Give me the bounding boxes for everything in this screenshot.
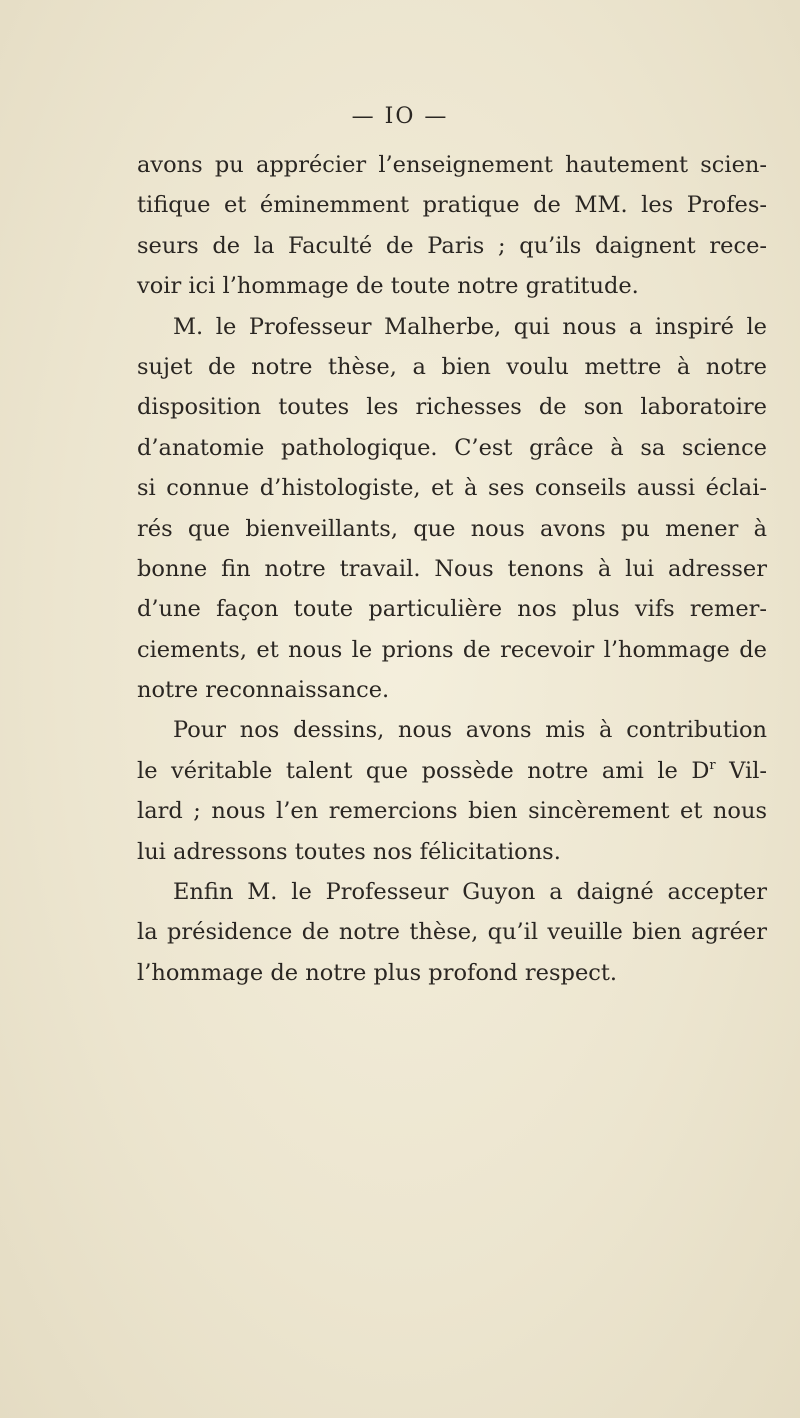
text-line: tifique et éminemment pratique de MM. les Profes-	[137, 192, 767, 219]
text-line: voir ici l’hommage de toute notre gratitude.	[137, 273, 639, 300]
text-line: d’une façon toute particulière nos plus vifs remer-	[137, 596, 767, 623]
text-line: ciements, et nous le prions de recevoir l’hommage de	[137, 636, 767, 663]
text-line: bonne fin notre travail. Nous tenons à lui adresser	[137, 555, 767, 582]
text-line: la présidence de notre thèse, qu’il veuille bien agréer	[137, 919, 767, 946]
superscript: r	[709, 757, 716, 773]
text-line: lard ; nous l’en remercions bien sincèrement et nous	[137, 798, 767, 825]
text-line: l’hommage de notre plus profond respect.	[137, 959, 618, 986]
page-number: — IO —	[351, 104, 449, 129]
text-line: sujet de notre thèse, a bien voulu mettre à notre	[137, 353, 767, 380]
text-segment: Vil-	[715, 757, 768, 784]
text-segment: le véritable talent que possède notre ami le D	[137, 757, 710, 784]
text-line: Pour nos dessins, nous avons mis à contribution	[173, 717, 767, 744]
body-text	[137, 145, 767, 993]
text-line: si connue d’histologiste, et à ses conseils aussi éclai-	[137, 475, 767, 502]
text-line: notre reconnaissance.	[137, 677, 390, 704]
text-line: rés que bienveillants, que nous avons pu mener à	[137, 515, 767, 542]
text-line: lui adressons toutes nos félicitations.	[137, 838, 561, 865]
text-line: Enfin M. le Professeur Guyon a daigné accepter	[173, 879, 767, 906]
text-line: M. le Professeur Malherbe, qui nous a inspiré le	[173, 313, 767, 340]
text-line: disposition toutes les richesses de son laboratoire	[137, 394, 767, 421]
text-line: d’anatomie pathologique. C’est grâce à sa science	[137, 434, 767, 461]
text-line: seurs de la Faculté de Paris ; qu’ils daignent rece-	[137, 232, 767, 259]
text-line-with-superscript	[137, 751, 767, 791]
text-line: avons pu apprécier l’enseignement hautement scien-	[137, 152, 767, 178]
